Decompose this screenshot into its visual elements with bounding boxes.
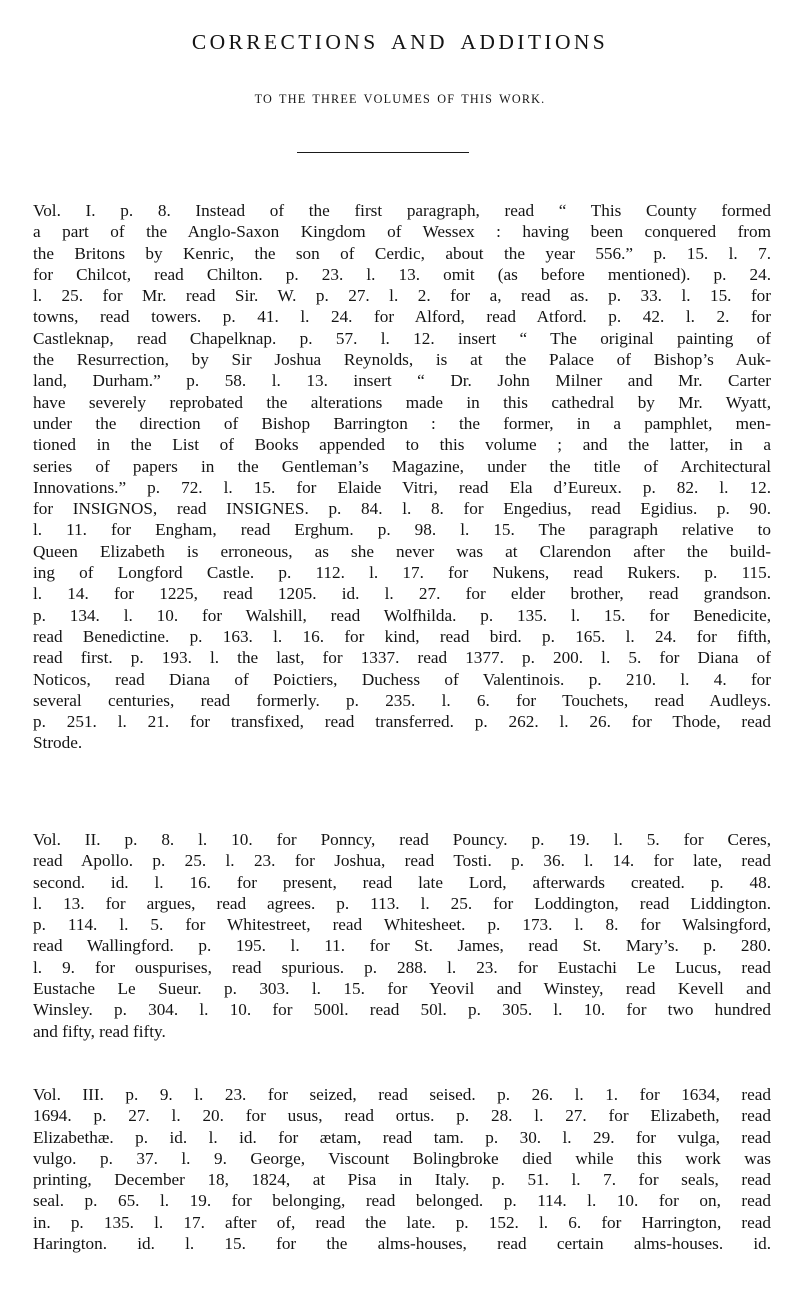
text-line: in. p. 135. l. 17. after of, read the late. p. 152. l. 6. for Harrington, read — [33, 1212, 771, 1232]
text-line: Vol. III. p. 9. l. 23. for seized, read seised. p. 26. l. 1. for 1634, read — [33, 1085, 771, 1104]
text-line: Harington. id. l. 15. for the alms-houses, read certain alms-houses. id. — [33, 1234, 771, 1254]
text-line: second. id. l. 16. for present, read late Lord, afterwards created. p. 48. — [33, 872, 771, 892]
text-line: l. 14. for 1225, read 1205. id. l. 27. for elder brother, read grandson. — [33, 584, 771, 604]
text-line: a part of the Anglo-Saxon Kingdom of Wessex : having been conquered from — [33, 222, 771, 242]
text-line: read Wallingford. p. 195. l. 11. for St. James, read St. Mary’s. p. 280. — [33, 936, 771, 956]
text-line: l. 9. for ouspurises, read spurious. p. 288. l. 23. for Eustachi Le Lucus, read — [33, 957, 771, 977]
text-line: seal. p. 65. l. 19. for belonging, read belonged. p. 114. l. 10. for on, read — [33, 1191, 771, 1211]
text-line: Vol. II. p. 8. l. 10. for Ponncy, read Pouncy. p. 19. l. 5. for Ceres, — [33, 830, 771, 849]
text-line: several centuries, read formerly. p. 235. l. 6. for Touchets, read Audleys. — [33, 690, 771, 710]
text-line: for INSIGNOS, read INSIGNES. p. 84. l. 8. for Engedius, read Egidius. p. 90. — [33, 499, 771, 519]
text-line: the Resurrection, by Sir Joshua Reynolds, is at the Palace of Bishop’s Auk- — [33, 350, 771, 370]
text-line: under the direction of Bishop Barrington : the former, in a pamphlet, men- — [33, 413, 771, 433]
text-line: have severely reprobated the alterations made in this cathedral by Mr. Wyatt, — [33, 392, 771, 412]
volume-1-corrections — [33, 200, 771, 754]
page-subtitle: TO THE THREE VOLUMES OF THIS WORK. — [254, 92, 546, 106]
text-line: vulgo. p. 37. l. 9. George, Viscount Bolingbroke died while this work was — [33, 1148, 771, 1168]
text-line: Queen Elizabeth is erroneous, as she never was at Clarendon after the build- — [33, 541, 771, 561]
text-line: p. 134. l. 10. for Walshill, read Wolfhilda. p. 135. l. 15. for Benedicite, — [33, 605, 771, 625]
text-line: Elizabethæ. p. id. l. id. for ætam, read tam. p. 30. l. 29. for vulga, read — [33, 1127, 771, 1147]
text-line: l. 25. for Mr. read Sir. W. p. 27. l. 2. for a, read as. p. 33. l. 15. for — [33, 286, 771, 306]
text-line: Eustache Le Sueur. p. 303. l. 15. for Yeovil and Winstey, read Kevell and — [33, 979, 771, 999]
text-line: Winsley. p. 304. l. 10. for 500l. read 50l. p. 305. l. 10. for two hundred — [33, 1000, 771, 1020]
text-line: Noticos, read Diana of Poictiers, Duchess of Valentinois. p. 210. l. 4. for — [33, 669, 771, 689]
text-line: land, Durham.” p. 58. l. 13. insert “ Dr. John Milner and Mr. Carter — [33, 371, 771, 391]
text-line: read first. p. 193. l. the last, for 1337. read 1377. p. 200. l. 5. for Diana of — [33, 648, 771, 668]
text-line: the Britons by Kenric, the son of Cerdic, about the year 556.” p. 15. l. 7. — [33, 243, 771, 263]
page-title: CORRECTIONS AND ADDITIONS — [191, 30, 609, 54]
text-line: and fifty, read fifty. — [33, 1021, 166, 1041]
text-line: read Benedictine. p. 163. l. 16. for kind, read bird. p. 165. l. 24. for fifth, — [33, 626, 771, 646]
text-line: Innovations.” p. 72. l. 15. for Elaide Vitri, read Ela d’Eureux. p. 82. l. 12. — [33, 477, 771, 497]
text-line: for Chilcot, read Chilton. p. 23. l. 13. omit (as before mentioned). p. 24. — [33, 264, 771, 284]
text-line: p. 251. l. 21. for transfixed, read transferred. p. 262. l. 26. for Thode, read — [33, 712, 771, 732]
text-line: Castleknap, read Chapelknap. p. 57. l. 12. insert “ The original painting of — [33, 328, 771, 348]
text-line: tioned in the List of Books appended to this volume ; and the latter, in a — [33, 435, 771, 455]
text-line: l. 11. for Engham, read Erghum. p. 98. l. 15. The paragraph relative to — [33, 520, 771, 540]
text-line: 1694. p. 27. l. 20. for usus, read ortus. p. 28. l. 27. for Elizabeth, read — [33, 1106, 771, 1126]
text-line: series of papers in the Gentleman’s Magazine, under the title of Architectural — [33, 456, 771, 476]
volume-3-corrections — [33, 1084, 771, 1254]
volume-2-corrections — [33, 829, 771, 1042]
title-divider — [297, 152, 469, 153]
text-line: ing of Longford Castle. p. 112. l. 17. for Nukens, read Rukers. p. 115. — [33, 563, 771, 583]
text-line: read Apollo. p. 25. l. 23. for Joshua, read Tosti. p. 36. l. 14. for late, read — [33, 851, 771, 871]
text-line: p. 114. l. 5. for Whitestreet, read Whitesheet. p. 173. l. 8. for Walsingford, — [33, 915, 771, 935]
text-line: Strode. — [33, 733, 83, 753]
text-line: towns, read towers. p. 41. l. 24. for Alford, read Atford. p. 42. l. 2. for — [33, 307, 771, 327]
text-line: l. 13. for argues, read agrees. p. 113. l. 25. for Loddington, read Liddington. — [33, 893, 771, 913]
text-line: printing, December 18, 1824, at Pisa in Italy. p. 51. l. 7. for seals, read — [33, 1170, 771, 1190]
text-line: Vol. I. p. 8. Instead of the first paragraph, read “ This County formed — [33, 201, 771, 220]
